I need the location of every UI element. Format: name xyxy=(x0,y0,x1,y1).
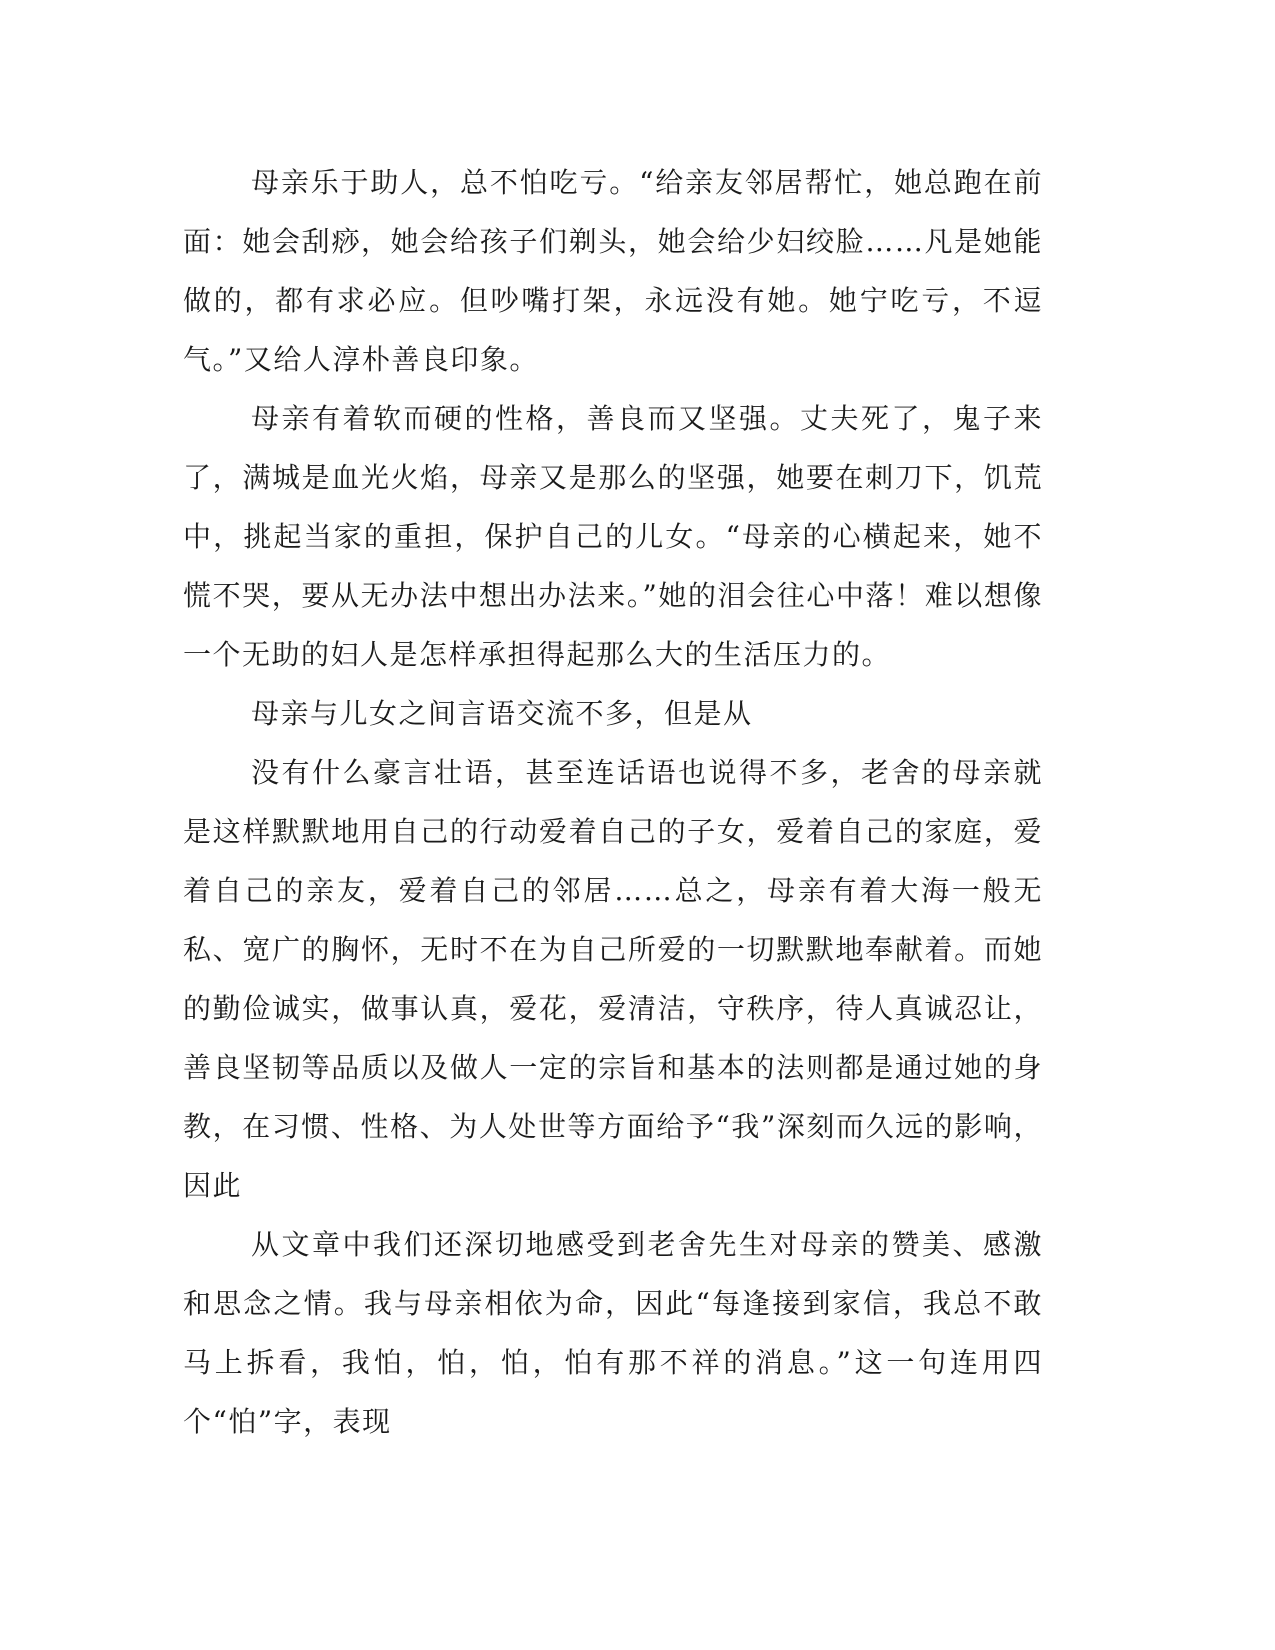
paragraph-silent-love: 没有什么豪言壮语，甚至连话语也说得不多，老舍的母亲就是这样默默地用自己的行动爱着自己的子女，爱着自己的家庭，爱着自己的亲友，爱着自己的邻居……总之，母亲有着大海一般无私、宽广的胸怀，无时不在为自己所爱的一切默默地奉献着。而她的勤俭诚实，做事认真，爱花，爱清洁，守秩序，待人真诚忍让，善良坚韧等品质以及做人一定的宗旨和基本的法则都是通过她的身教，在习惯、性格、为人处世等方面给予“我”深刻而久远的影响，因此 xyxy=(183,756,1043,1202)
paragraph-strong-character: 母亲有着软而硬的性格，善良而又坚强。丈夫死了，鬼子来了，满城是血光火焰，母亲又是那么的坚强，她要在刺刀下，饥荒中，挑起当家的重担，保护自己的儿女。“母亲的心横起来，她不慌不哭，要从无办法中想出办法来。”她的泪会往心中落！难以想像一个无助的妇人是怎样承担得起那么大的生活压力的。 xyxy=(183,402,1043,671)
paragraph-few-words: 母亲与儿女之间言语交流不多，但是从 xyxy=(251,697,753,730)
document-body xyxy=(183,153,1043,1451)
paragraph-helpful: 母亲乐于助人，总不怕吃亏。“给亲友邻居帮忙，她总跑在前面：她会刮痧，她会给孩子们剃头，她会给少妇绞脸……凡是她能做的，都有求必应。但吵嘴打架，永远没有她。她宁吃亏，不逗气。”又给人淳朴善良印象。 xyxy=(183,166,1043,376)
paragraph-gratitude: 从文章中我们还深切地感受到老舍先生对母亲的赞美、感激和思念之情。我与母亲相依为命，因此“每逢接到家信，我总不敢马上拆看，我怕，怕，怕，怕有那不祥的消息。”这一句连用四个“怕”字，表现 xyxy=(183,1228,1043,1438)
